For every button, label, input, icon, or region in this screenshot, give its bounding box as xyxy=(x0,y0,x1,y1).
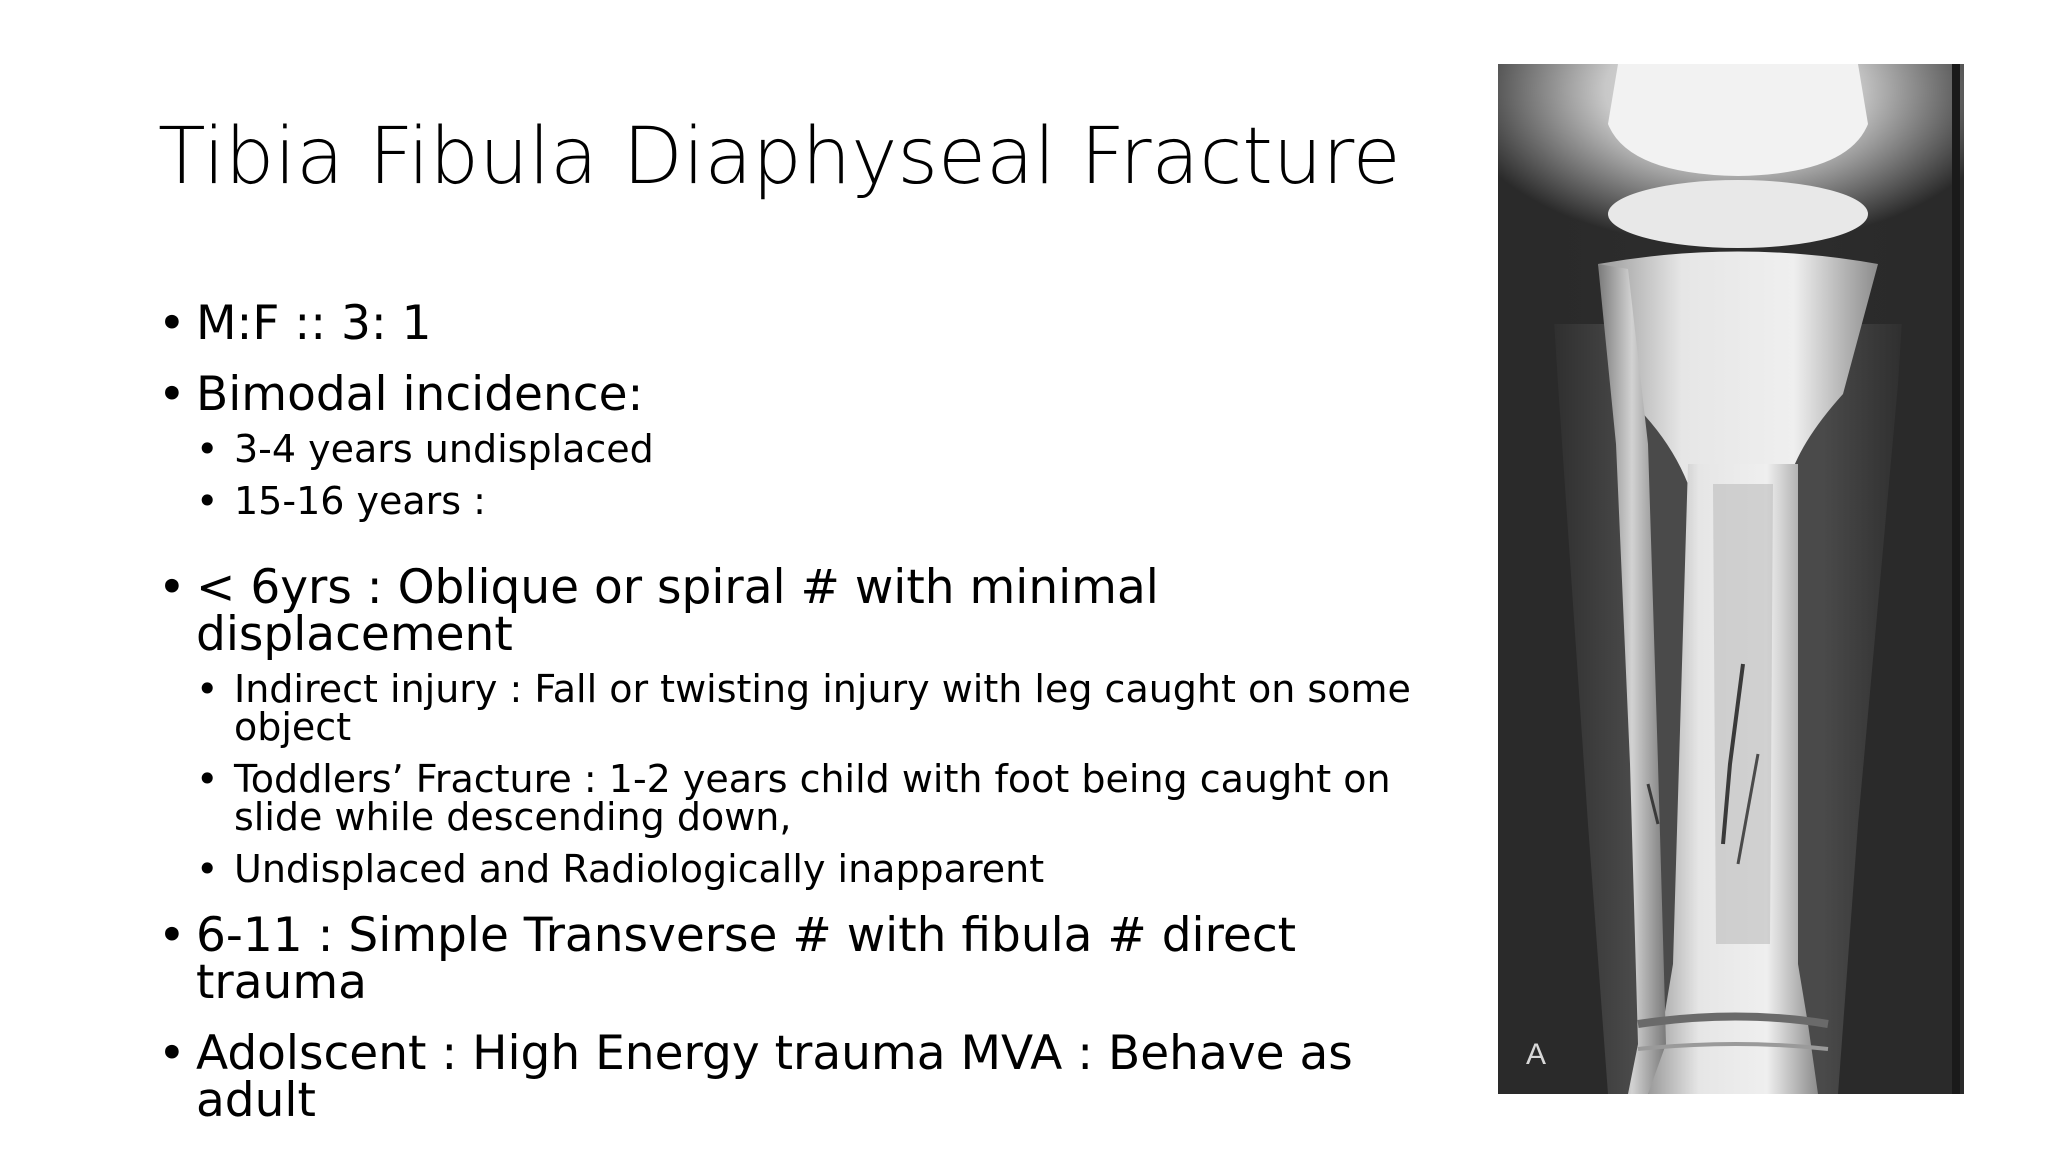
femur-condyle-shape xyxy=(1608,64,1868,176)
bullet-item xyxy=(158,560,1418,891)
sub-bullet-text: • Indirect injury : Fall or twisting injury with leg caught on some object xyxy=(234,667,1411,749)
sub-bullet-list xyxy=(196,427,1418,523)
sub-bullet-item xyxy=(196,479,1418,523)
tibia-epiphysis-shape xyxy=(1608,180,1868,248)
sub-bullet-text: • 3-4 years undisplaced xyxy=(234,427,654,471)
bullet-text: • Bimodal incidence: xyxy=(196,367,644,422)
sub-bullet-item xyxy=(196,757,1418,839)
xray-illustration xyxy=(1498,64,1964,1094)
sub-bullet-list xyxy=(196,667,1418,891)
medullary-canal-shape xyxy=(1713,484,1773,944)
bullet-item xyxy=(158,296,1418,351)
bullet-text: • 6-11 : Simple Transverse # with fibula # direct trauma xyxy=(196,908,1297,1010)
bullet-text: • M:F :: 3: 1 xyxy=(196,296,432,351)
sub-bullet-item xyxy=(196,847,1418,891)
bullet-text: • < 6yrs : Oblique or spiral # with minimal displacement xyxy=(196,560,1159,662)
bullet-text: • Adolscent : High Energy trauma MVA : Behave as adult xyxy=(196,1026,1353,1128)
sub-bullet-text: • 15-16 years : xyxy=(234,479,486,523)
sub-bullet-text: • Toddlers’ Fracture : 1-2 years child with foot being caught on slide while descending down, xyxy=(234,757,1391,839)
xray-image xyxy=(1498,64,1964,1094)
xray-label: A xyxy=(1526,1038,1547,1071)
sub-bullet-item xyxy=(196,667,1418,749)
xray-frame-edge xyxy=(1952,64,1960,1094)
slide-title: Tibia Fibula Diaphyseal Fracture xyxy=(158,112,1401,202)
sub-bullet-text: • Undisplaced and Radiologically inapparent xyxy=(234,847,1045,891)
bullet-item xyxy=(158,1026,1418,1128)
bullet-item xyxy=(158,908,1418,1010)
sub-bullet-item xyxy=(196,427,1418,471)
bullet-list xyxy=(158,296,1418,1148)
bullet-item xyxy=(158,367,1418,523)
